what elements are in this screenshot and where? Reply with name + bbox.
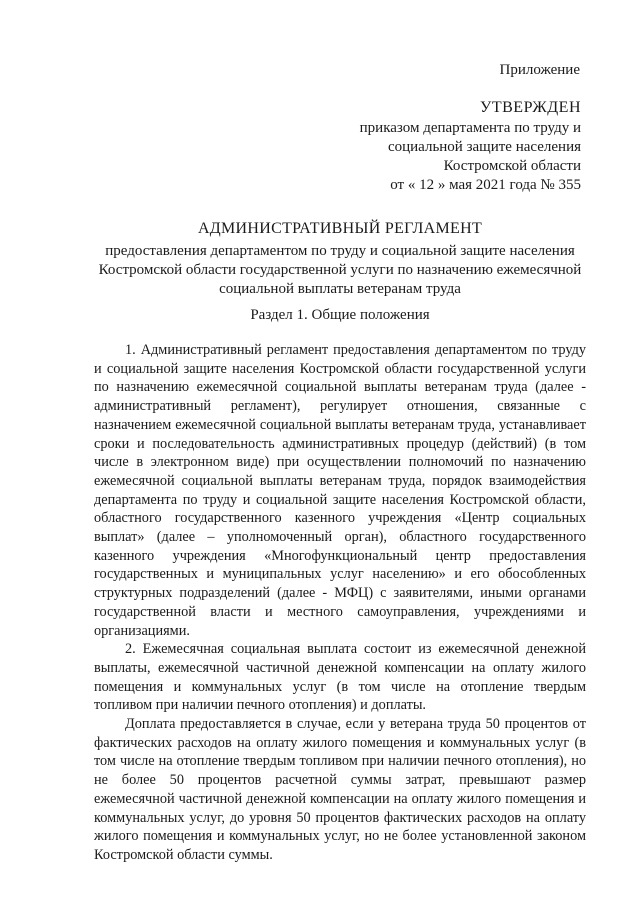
document-subtitle-line: предоставления департаментом по труду и социальной защите населения — [105, 243, 575, 259]
approved-stamp: УТВЕРЖДЕН — [480, 99, 581, 116]
order-line: приказом департамента по труду и — [359, 120, 581, 136]
paragraph: 2. Ежемесячная социальная выплата состоит из ежемесячной денежной выплаты, ежемесячной частичной денежной компенсации на оплату жилого помещения и коммунальных услуг (в том числе на отопление твердым топливом при наличии печного отопления) и доплаты. — [94, 641, 586, 714]
order-line: Костромской области — [443, 158, 581, 174]
order-date-number: от « 12 » мая 2021 года № 355 — [390, 177, 581, 193]
paragraph: 1. Административный регламент предоставления департаментом по труду и социальной защите населения Костромской области государственной услуги по назначению ежемесячной социальной выплаты ветеранам труда (далее - административный регламент), регулирует отношения, связанные с назначением ежемесячной социальной выплаты ветеранам труда, устанавливает сроки и последовательность административных процедур (действий) (в том числе в электронном виде) при осуществлении полномочий по назначению ежемесячной социальной выплаты ветеранам труда, порядок взаимодействия департамента по труду и социальной защите населения Костромской области, областного государственного казенного учреждения «Центр социальных выплат» (далее – уполномоченный орган), областного государственного казенного учреждения «Многофункциональный центр предоставления государственных и муниципальных услуг населению» и его обособленных структурных подразделений (далее - МФЦ) с заявителями, иными органами государственной власти и местного самоуправления, учреждениями и организациями. — [94, 342, 586, 639]
document-title-block — [80, 220, 600, 299]
document-subtitle-line: Костромской области государственной услуги по назначению ежемесячной — [98, 262, 582, 278]
document-body — [94, 341, 586, 865]
section-heading: Раздел 1. Общие положения — [250, 307, 430, 323]
document-subtitle-line: социальной выплаты ветеранам труда — [219, 281, 461, 297]
approval-block — [360, 98, 581, 195]
document-title: АДМИНИСТРАТИВНЫЙ РЕГЛАМЕНТ — [197, 220, 483, 237]
appendix-label: Приложение — [499, 62, 580, 78]
order-line: социальной защите населения — [387, 139, 581, 155]
paragraph: Доплата предоставляется в случае, если у ветерана труда 50 процентов от фактических расходов на оплату жилого помещения и коммунальных услуг (в том числе на отопление твердым топливом при наличии печного отопления), но не более 50 процентов расчетной суммы затрат, превышают размер ежемесячной частичной денежной компенсации на оплату жилого помещения и коммунальных услуг, до уровня 50 процентов фактических расходов на оплату жилого помещения и коммунальных услуг, но не более установленной законом Костромской области суммы. — [94, 716, 586, 863]
